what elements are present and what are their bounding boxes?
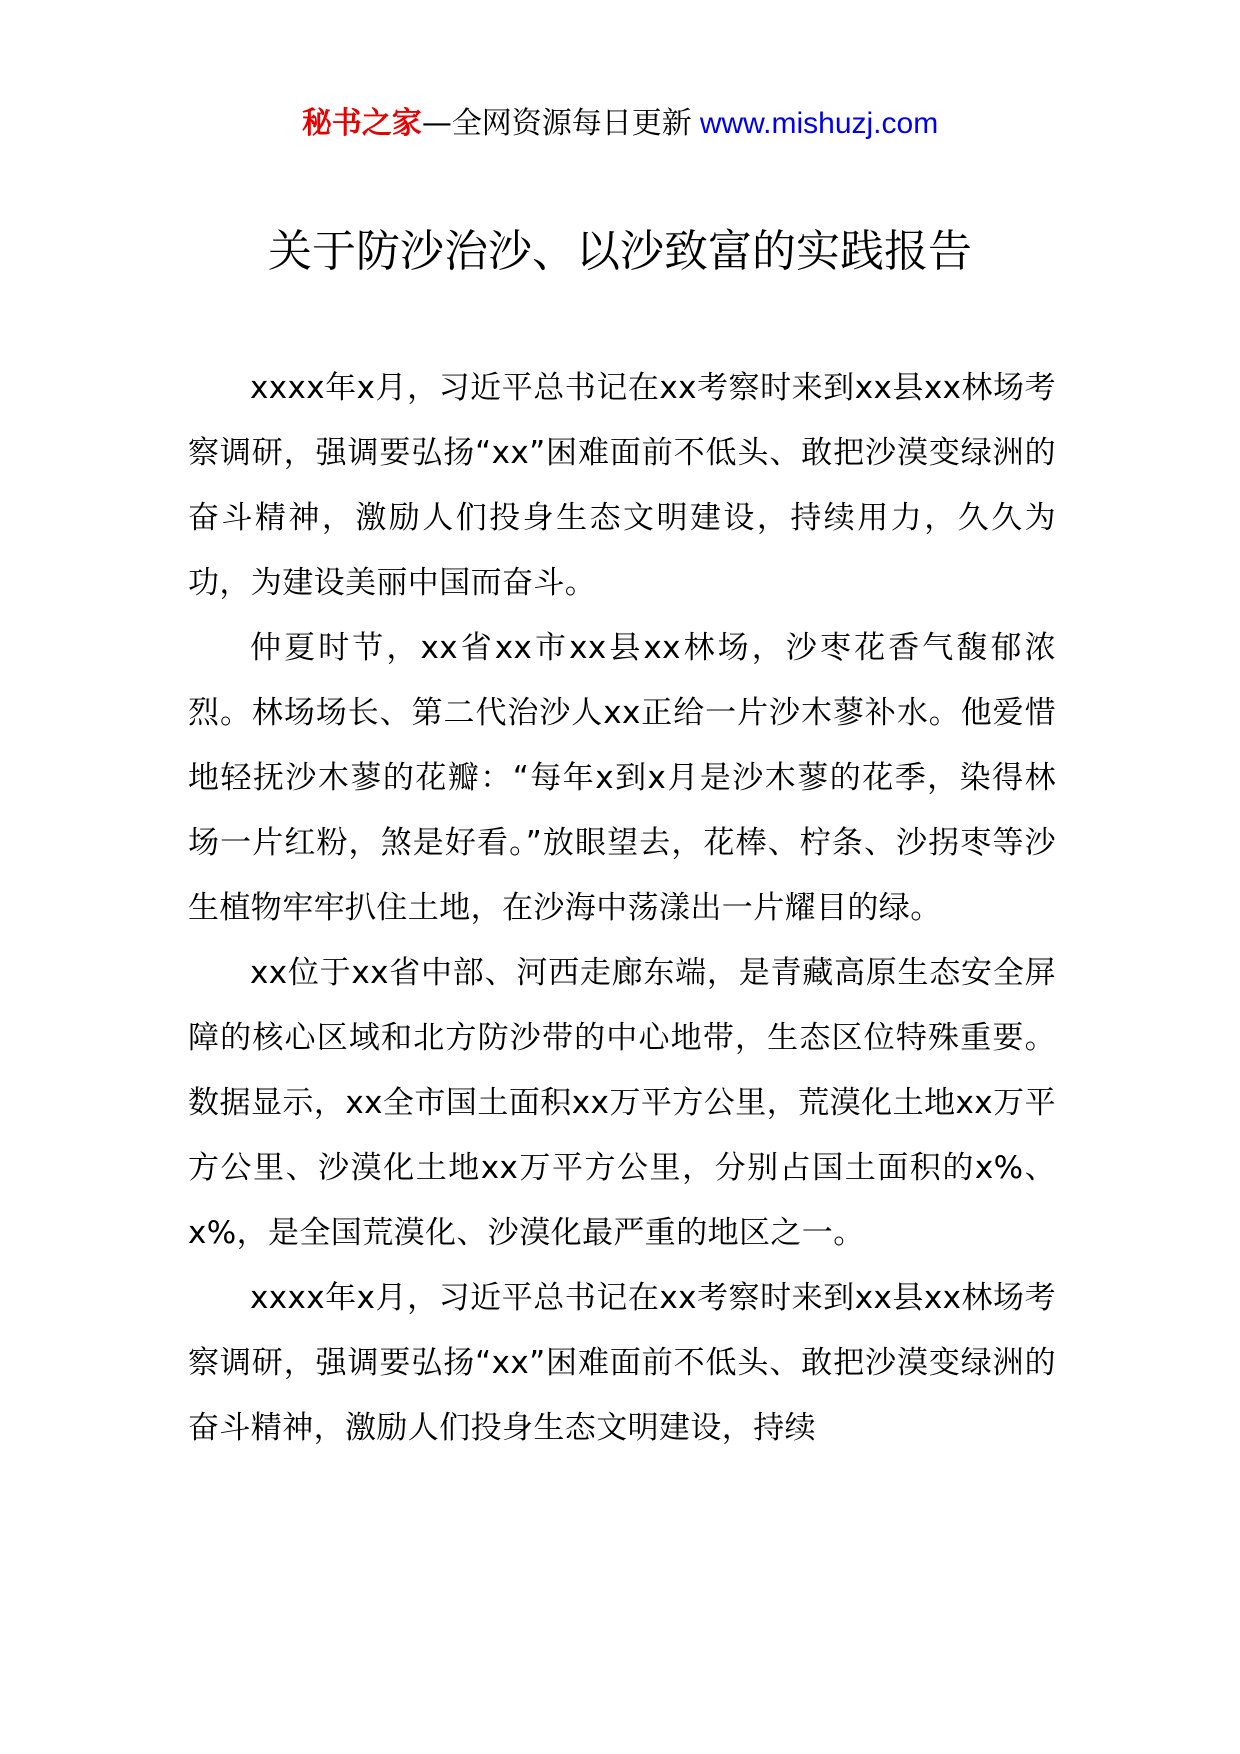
- paragraph-2: 仲夏时节，xx省xx市xx县xx林场，沙枣花香气馥郁浓烈。林场场长、第二代治沙人xx正给一片沙木蓼补水。他爱惜地轻抚沙木蓼的花瓣：“每年x到x月是沙木蓼的花季，染得林场一片红粉，煞是好看。”放眼望去，花棒、柠条、沙拐枣等沙生植物牢牢扒住土地，在沙海中荡漾出一片耀目的绿。: [188, 630, 1056, 926]
- document-body: [188, 356, 1056, 1461]
- site-url-link[interactable]: www.mishuzj.com: [699, 107, 939, 140]
- paragraph-1: xxxx年x月，习近平总书记在xx考察时来到xx县xx林场考察调研，强调要弘扬“xx”困难面前不低头、敢把沙漠变绿洲的奋斗精神，激励人们投身生态文明建设，持续用力，久久为功，为建设美丽中国而奋斗。: [188, 370, 1056, 601]
- brand-name: 秘书之家: [301, 106, 422, 141]
- paragraph-4: xxxx年x月，习近平总书记在xx考察时来到xx县xx林场考察调研，强调要弘扬“xx”困难面前不低头、敢把沙漠变绿洲的奋斗精神，激励人们投身生态文明建设，持续: [188, 1280, 1056, 1446]
- page-header: [0, 104, 1240, 144]
- paragraph-3: xx位于xx省中部、河西走廊东端，是青藏高原生态安全屏障的核心区域和北方防沙带的中心地带，生态区位特殊重要。数据显示，xx全市国土面积xx万平方公里，荒漠化土地xx万平方公里、沙漠化土地xx万平方公里，分别占国土面积的x%、x%，是全国荒漠化、沙漠化最严重的地区之一。: [188, 955, 1056, 1251]
- header-tagline: —全网资源每日更新: [421, 106, 692, 141]
- document-title: 关于防沙治沙、以沙致富的实践报告: [268, 226, 972, 277]
